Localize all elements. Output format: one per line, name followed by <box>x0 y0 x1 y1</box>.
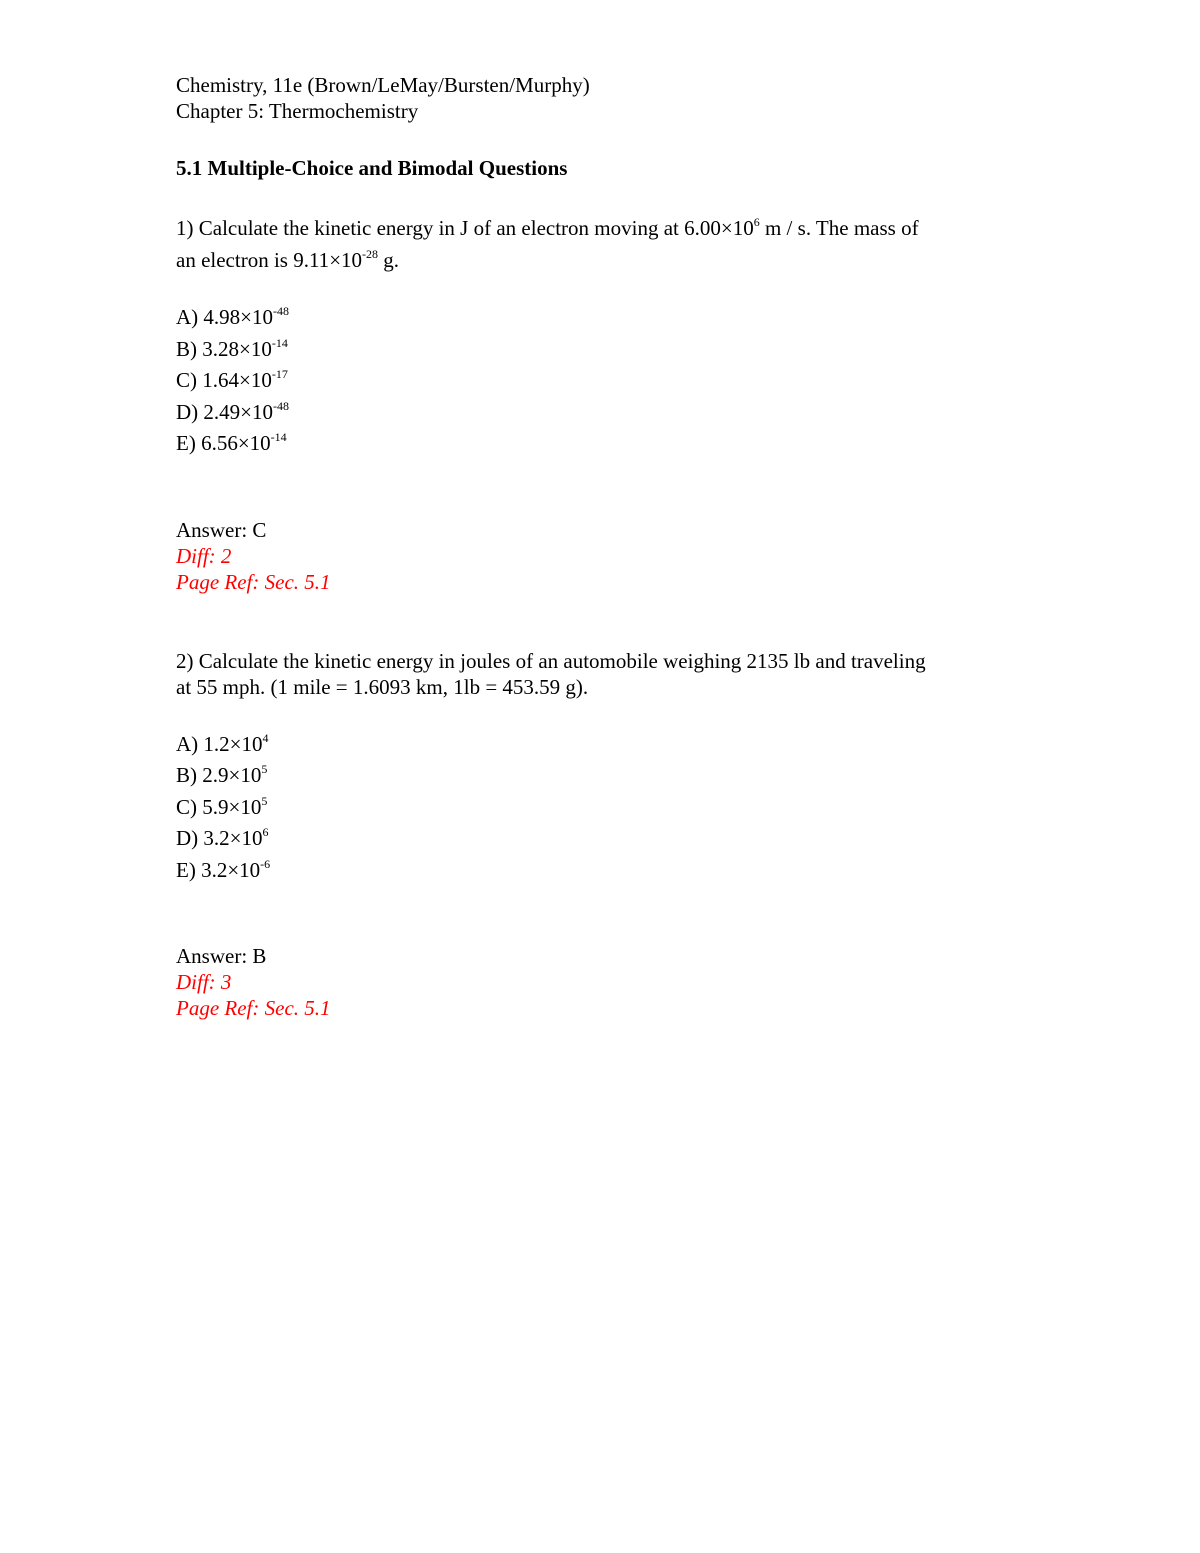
choice-e: E) $6.56\times 10^{-14}$ <box>176 430 287 455</box>
choice-c: C) $1.64\times 10^{-17}$ <box>176 367 288 392</box>
question-2-page-ref: Page Ref: Sec. 5.1 <box>176 996 331 1020</box>
book-title: Chemistry, 11e (Brown/LeMay/Bursten/Murphy) <box>176 73 590 97</box>
choice-e: E) $3.2\times 10^{-6}$ <box>176 856 271 882</box>
question-2-diff: Diff: 3 <box>176 970 232 994</box>
question-1 <box>176 212 1036 595</box>
section-heading: 5.1 Multiple-Choice and Bimodal Questions <box>176 156 568 180</box>
question-2-choices <box>176 729 1036 887</box>
question-1-answer: Answer: C <box>176 517 267 542</box>
choice-d: D) $3.2\times 10^6$ <box>176 825 269 850</box>
choice-d: D) $2.49\times 10^{-48}$ <box>176 398 290 424</box>
question-1-page-ref: Page Ref: Sec. 5.1 <box>176 569 331 594</box>
question-2-stem-line-2: at 55 mph. (1 mile = 1.6093 km, 1lb = 453.59 g). <box>176 674 589 699</box>
choice-a: A) $4.98\times 10^{-48}$ <box>176 304 290 329</box>
choice-a: A) $1.2\times 10^4$ <box>176 730 269 756</box>
choice-b: B) $2.9\times 10^5$ <box>176 762 268 787</box>
choice-c: C) $5.9\times 10^5$ <box>176 793 268 819</box>
question-1-stem: 1) Calculate the kinetic energy in J of an electron moving at $6.00\times 10^6$ m / s. The mass of an electron is $9.11\times 10^{-28}$ g. <box>176 215 919 272</box>
question-2 <box>176 648 1036 1022</box>
question-1-choices <box>176 302 1036 460</box>
choice-b: B) $3.28\times 10^{-14}$ <box>176 335 288 361</box>
question-2-answer: Answer: B <box>176 944 267 968</box>
question-1-diff: Diff: 2 <box>176 543 232 568</box>
question-2-stem-line-1: 2) Calculate the kinetic energy in joules of an automobile weighing 2135 lb and traveling <box>176 648 926 673</box>
document-page <box>176 72 1036 1021</box>
chapter-title: Chapter 5: Thermochemistry <box>176 99 419 123</box>
